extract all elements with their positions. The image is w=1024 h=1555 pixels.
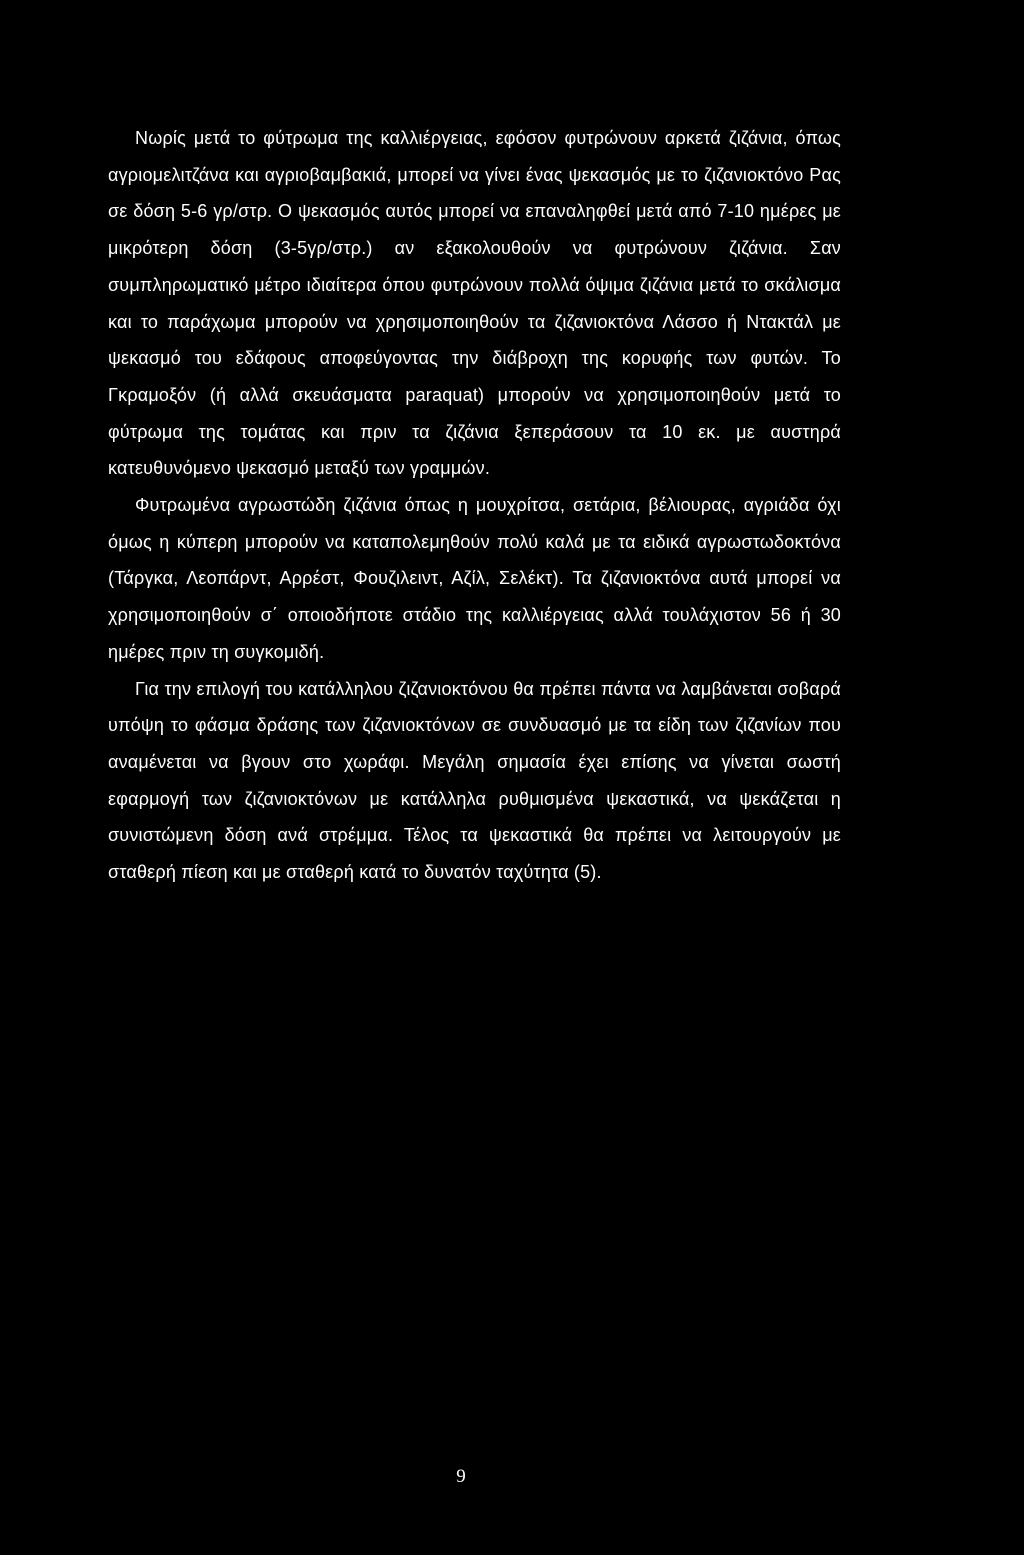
page-number: 9 [456, 1466, 466, 1487]
paragraph-herbicide-selection: Για την επιλογή του κατάλληλου ζιζανιοκτόνου θα πρέπει πάντα να λαμβάνεται σοβαρά υπόψη το φάσμα δράσης των ζιζανιοκτόνων σε συνδυασμό με τα είδη των ζιζανίων που αναμένεται να βγουν στο χωράφι. Μεγάλη σημασία έχει επίσης να γίνεται σωστή εφαρμογή των ζιζανιοκτόνων με κατάλληλα ρυθμισμένα ψεκαστικά, να ψεκάζεται η συνιστώμενη δόση ανά στρέμμα. Τέλος τα ψεκαστικά θα πρέπει να λειτουργούν με σταθερή πίεση και με σταθερή κατά το δυνατόν ταχύτητα (5). [108, 678, 841, 883]
paragraph-grass-herbicides: Φυτρωμένα αγρωστώδη ζιζάνια όπως η μουχρίτσα, σετάρια, βέλιουρας, αγριάδα όχι όμως η κύπερη μπορούν να καταπολεμηθούν πολύ καλά με τα ειδικά αγρωστωδοκτόνα (Τάργκα, Λεοπάρντ, Αρρέστ, Φουζιλειντ, Αζίλ, Σελέκτ). Τα ζιζανιοκτόνα αυτά μπορεί να χρησιμοποιηθούν σ΄ οποιοδήποτε στάδιο της καλλιέργειας αλλά τουλάχιστον 56 ή 30 ημέρες πριν τη συγκομιδή. [108, 495, 841, 662]
paragraph-early-spraying: Νωρίς μετά το φύτρωμα της καλλιέργειας, εφόσον φυτρώνουν αρκετά ζιζάνια, όπως αγριομελιτζάνα και αγριοβαμβακιά, μπορεί να γίνει ένας ψεκασμός με το ζιζανιοκτόνο Ρας σε δόση 5-6 γρ/στρ. Ο ψεκασμός αυτός μπορεί να επαναληφθεί μετά από 7-10 ημέρες με μικρότερη δόση (3-5γρ/στρ.) αν εξακολουθούν να φυτρώνουν ζιζάνια. Σαν συμπληρωματικό μέτρο ιδιαίτερα όπου φυτρώνουν πολλά όψιμα ζιζάνια μετά το σκάλισμα και το παράχωμα μπορούν να χρησιμοποιηθούν τα ζιζανιοκτόνα Λάσσο ή Ντακτάλ με ψεκασμό του εδάφους αποφεύγοντας την διάβροχη της κορυφής των φυτών. Το Γκραμοξόν (ή αλλά σκευάσματα paraquat) μπορούν να χρησιμοποιηθούν μετά το φύτρωμα της τομάτας και πριν τα ζιζάνια ξεπεράσουν τα 10 εκ. με αυστηρά κατευθυνόμενο ψεκασμό μεταξύ των γραμμών. [108, 128, 841, 479]
document-body [108, 120, 841, 891]
